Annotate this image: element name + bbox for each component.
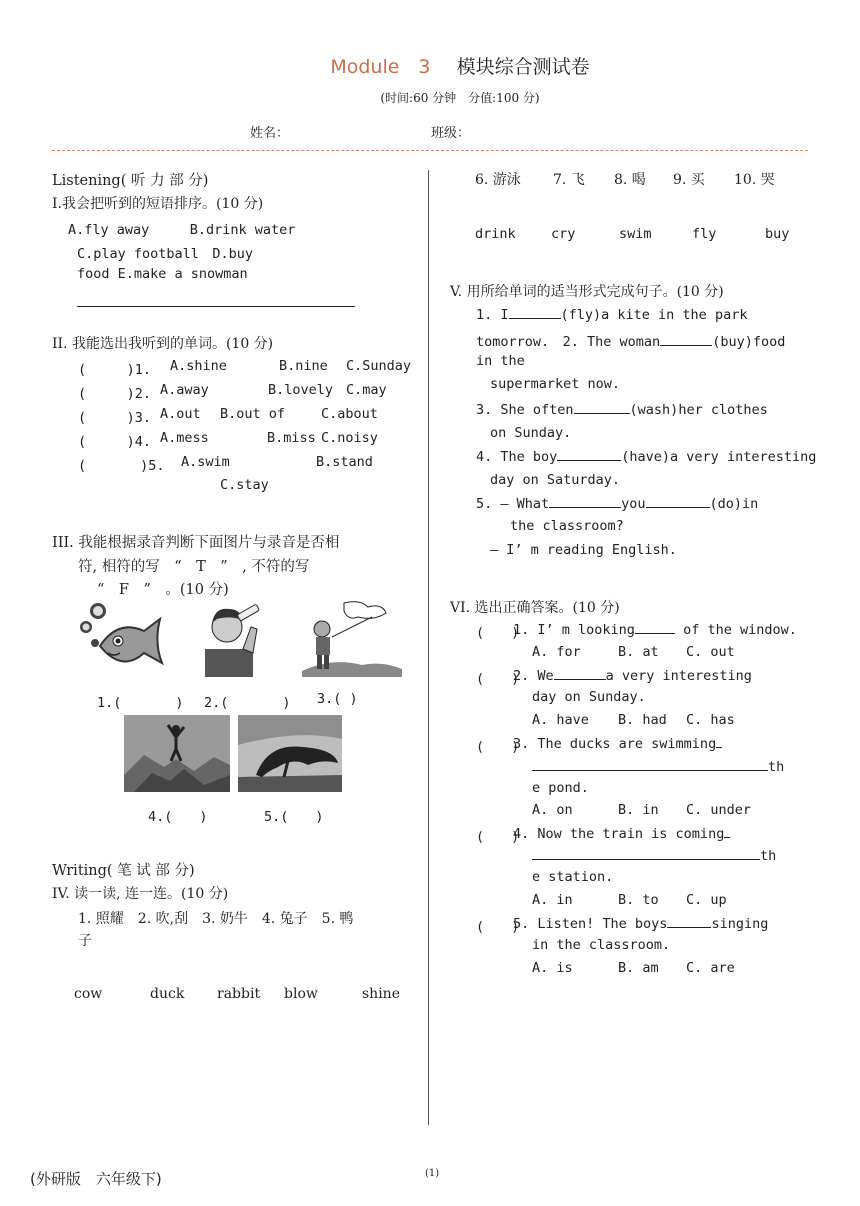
s4-chinese-words: 1. 照耀 2. 吹,刮 3. 奶牛 4. 兔子 5. 鸭 — [78, 911, 354, 927]
s6-text: 4. Now the train is coming — [513, 826, 725, 842]
section-3-heading: III. 我能根据录音判断下面图片与录音是否相 — [52, 535, 340, 551]
chinese-word: 10. 哭 — [734, 172, 775, 188]
answer-blank[interactable] — [557, 448, 621, 461]
s5-line-1 — [476, 306, 747, 323]
edition-label: (外研版 六年级下) — [30, 1170, 162, 1188]
chinese-word: 9. 买 — [673, 172, 705, 188]
answer-blank[interactable] — [667, 915, 711, 928]
s2-item-5-b: B.stand — [316, 454, 373, 470]
s2-item-1-prefix: ( )1. — [78, 362, 152, 378]
s5-text: (have)a very interesting — [621, 449, 817, 465]
answer-blank[interactable] — [724, 825, 730, 838]
answer-blank[interactable] — [554, 667, 606, 680]
windy-tree-picture — [238, 715, 342, 792]
section-3-heading-line3: “ F ” 。(10 分) — [97, 582, 229, 598]
s2-item-1-a: A.shine — [170, 358, 227, 374]
answer-blank[interactable] — [532, 847, 760, 860]
s6-text: th — [768, 759, 785, 775]
s5-text: (fly)a kite in the park — [560, 307, 748, 323]
section-1-line: A.fly away B.drink water — [68, 222, 296, 238]
s2-item-4-c: C.noisy — [321, 430, 378, 446]
s6-q2-paren: ( ) — [476, 671, 520, 687]
listening-heading: Listening( 听 力 部 分) — [52, 173, 209, 189]
s2-item-3-prefix: ( )3. — [78, 410, 152, 426]
s6-q4-paren: ( ) — [476, 829, 520, 845]
s6-text: a very interesting — [605, 668, 752, 684]
s4-word: cow — [74, 986, 103, 1002]
s5-text: you — [621, 496, 646, 512]
english-word: swim — [619, 226, 652, 242]
s2-item-3-c: C.about — [321, 406, 378, 422]
s6-text: of the window. — [683, 622, 797, 638]
s6-q5-option-b[interactable]: B. am — [618, 960, 659, 976]
s4-word: shine — [362, 986, 400, 1002]
s6-q3-blank-line — [532, 758, 784, 775]
page-title — [0, 52, 860, 79]
s6-q1-stem — [513, 621, 797, 638]
s6-q5-option-c[interactable]: C. are — [686, 960, 735, 976]
s6-q4-option-a[interactable]: A. in — [532, 892, 573, 908]
s6-q3-stem — [513, 735, 722, 752]
s6-q1-option-b[interactable]: B. at — [618, 644, 659, 660]
section-6-heading: VI. 选出正确答案。(10 分) — [450, 600, 620, 616]
s2-item-2-c: C.may — [346, 382, 387, 398]
answer-blank[interactable] — [532, 758, 768, 771]
boy-kite-picture — [302, 601, 402, 677]
english-word: drink — [475, 226, 516, 242]
s5-line-3: in the — [476, 353, 525, 369]
class-label: 班级： — [431, 126, 471, 141]
s2-item-1-b: B.nine — [279, 358, 328, 374]
s5-text: 5. — What — [476, 496, 550, 512]
s2-item-4-prefix: ( )4. — [78, 434, 152, 450]
answer-blank[interactable] — [509, 306, 561, 319]
s6-q5-stem-cont: in the classroom. — [532, 937, 671, 953]
section-2-heading: II. 我能选出我听到的单词。(10 分) — [52, 336, 274, 352]
s6-q4-stem — [513, 825, 730, 842]
s6-q4-option-c[interactable]: C. up — [686, 892, 727, 908]
s2-item-5-c: C.stay — [220, 477, 269, 493]
s6-q2-option-c[interactable]: C. has — [686, 712, 735, 728]
section-4-heading: IV. 读一读, 连一连。(10 分) — [52, 886, 229, 902]
page-number: (1) — [425, 1168, 440, 1179]
s6-q5-paren: ( ) — [476, 919, 520, 935]
answer-blank[interactable] — [635, 621, 675, 634]
header-divider — [52, 150, 808, 151]
chinese-word: 6. 游泳 — [475, 172, 521, 188]
s2-item-1-c: C.Sunday — [346, 358, 412, 374]
answer-blank[interactable] — [574, 401, 630, 414]
s5-line-7 — [476, 448, 816, 465]
s3-answer-3: 3.( ) — [317, 691, 358, 707]
s2-item-5-prefix: ( )5. — [78, 458, 165, 474]
s2-item-2-a: A.away — [160, 382, 209, 398]
s4-word: blow — [284, 986, 318, 1002]
section-1-heading: Ⅰ.我会把听到的短语排序。(10 分) — [52, 196, 264, 212]
s5-text: tomorrow. 2. The woman — [476, 334, 661, 350]
s6-q3-option-b[interactable]: B. in — [618, 802, 659, 818]
section-3-heading-line2: 符, 相符的写 “ T ” , 不符的写 — [78, 559, 310, 575]
s2-item-3-a: A.out — [160, 406, 201, 422]
english-word: cry — [551, 226, 576, 242]
chinese-word: 8. 喝 — [614, 172, 646, 188]
s5-line-11: — I’ m reading English. — [490, 542, 677, 558]
s6-q4-option-b[interactable]: B. to — [618, 892, 659, 908]
answer-blank[interactable] — [716, 735, 722, 748]
s6-q5-stem — [513, 915, 768, 932]
s2-item-3-b: B.out of — [220, 406, 286, 422]
s3-answer-4: 4.( ) — [148, 809, 208, 825]
s6-q3-paren: ( ) — [476, 739, 520, 755]
s5-line-4: supermarket now. — [490, 376, 621, 392]
s6-q2-stem — [513, 667, 752, 684]
s2-item-5-a: A.swim — [181, 454, 230, 470]
s6-text: 1. I’ m looking — [513, 622, 635, 638]
column-divider — [428, 170, 429, 1125]
s6-q1-option-a[interactable]: A. for — [532, 644, 581, 660]
s6-text: th — [760, 848, 777, 864]
chinese-word: 7. 飞 — [553, 172, 585, 188]
s5-line-9 — [476, 495, 758, 512]
s2-item-4-b: B.miss — [267, 430, 316, 446]
english-word: buy — [765, 226, 790, 242]
section-1-line: food E.make a snowman — [77, 266, 248, 282]
name-label: 姓名： — [250, 126, 290, 141]
english-word: fly — [692, 226, 717, 242]
s6-q3-option-c[interactable]: C. under — [686, 802, 752, 818]
answer-line — [77, 306, 355, 307]
s6-text: 3. The ducks are swimming — [513, 736, 717, 752]
s5-line-5 — [476, 401, 768, 418]
s3-answer-5: 5.( ) — [264, 809, 324, 825]
time-score-info: (时间:60 分钟 分值:100 分) — [380, 91, 540, 105]
answer-blank[interactable] — [646, 495, 710, 508]
s5-line-6: on Sunday. — [490, 425, 572, 441]
s5-text: (wash)her clothes — [629, 402, 768, 418]
s6-q1-option-c[interactable]: C. out — [686, 644, 735, 660]
s2-item-2-prefix: ( )2. — [78, 386, 152, 402]
s2-item-2-b: B.lovely — [268, 382, 334, 398]
s5-line-8: day on Saturday. — [490, 472, 621, 488]
s6-q5-option-a[interactable]: A. is — [532, 960, 573, 976]
writing-heading: Writing( 笔 试 部 分) — [52, 863, 195, 879]
s4-word: duck — [150, 986, 185, 1002]
s6-q2-option-a[interactable]: A. have — [532, 712, 589, 728]
s3-answer-1: 1.( ) — [97, 695, 184, 711]
s5-text: (do)in — [709, 496, 759, 512]
s5-line-2 — [476, 330, 785, 350]
section-5-heading: V. 用所给单词的适当形式完成句子。(10 分) — [450, 284, 724, 300]
s4-word: rabbit — [217, 986, 261, 1002]
s6-q4-stem-cont: e station. — [532, 869, 614, 885]
s6-q3-option-a[interactable]: A. on — [532, 802, 573, 818]
test-title: 模块综合测试卷 — [456, 56, 590, 78]
s2-item-4-a: A.mess — [160, 430, 209, 446]
s4-chinese-words-cont: 子 — [78, 933, 92, 949]
s6-text: singing — [711, 916, 769, 932]
mountain-climber-picture — [124, 715, 230, 792]
fish-picture — [78, 601, 168, 677]
s5-text: 3. She often — [476, 402, 574, 418]
s6-q4-blank-line — [532, 847, 776, 864]
s6-q2-stem-cont: day on Sunday. — [532, 689, 646, 705]
s5-text: (buy)food — [712, 334, 786, 350]
answer-blank[interactable] — [660, 333, 712, 346]
s6-q2-option-b[interactable]: B. had — [618, 712, 667, 728]
module-label: Module 3 — [330, 56, 431, 78]
s6-text: 2. We — [513, 668, 554, 684]
s3-answer-2: 2.( ) — [204, 695, 291, 711]
answer-blank[interactable] — [549, 495, 621, 508]
s5-text: 1. I — [476, 307, 509, 323]
section-1-line: C.play football D.buy — [77, 246, 254, 262]
s5-text: 4. The boy — [476, 449, 558, 465]
s6-q3-stem-cont: e pond. — [532, 780, 589, 796]
s5-line-10: the classroom? — [510, 518, 624, 534]
s6-q1-paren: ( ) — [476, 625, 520, 641]
boy-drinking-picture — [203, 601, 265, 677]
s6-text: 5. Listen! The boys — [513, 916, 668, 932]
